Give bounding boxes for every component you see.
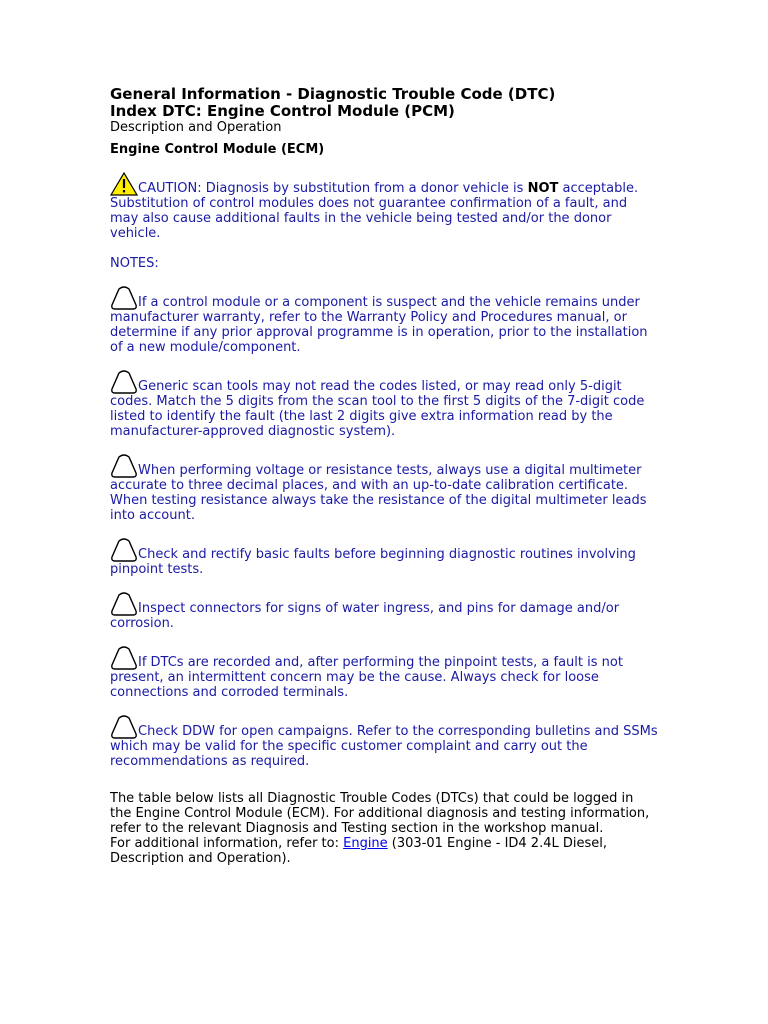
warning-triangle-icon <box>110 172 138 196</box>
note-text: If a control module or a component is suspect and the vehicle remains under manufacturer warranty, refer to the Warranty Policy and Procedures manual, or determine if any prior approval programme is in operation, prior to the installation of a new module/component. <box>110 295 648 355</box>
section-heading: Engine Control Module (ECM) <box>110 142 325 157</box>
note-triangle-icon <box>110 538 138 562</box>
note-text: Inspect connectors for signs of water ingress, and pins for damage and/or corrosion. <box>110 601 620 631</box>
page-title-secondary: Index DTC: Engine Control Module (PCM) <box>110 102 455 120</box>
note-text: If DTCs are recorded and, after performing the pinpoint tests, a fault is not present, an intermittent concern may be the cause. Always check for loose connections and corroded terminals. <box>110 655 623 700</box>
engine-link[interactable]: Engine <box>343 836 388 851</box>
note-triangle-icon <box>110 646 138 670</box>
intro-block <box>110 791 658 866</box>
page-title: General Information - Diagnostic Trouble Code (DTC) <box>110 85 556 103</box>
note-text: Generic scan tools may not read the codes listed, or may read only 5-digit codes. Match the 5 digits from the scan tool to the first 5 digits of the 7-digit code listed to identify the fault (the last 2 digits give extra information read by the manufacturer-approved diagnostic system). <box>110 379 645 439</box>
intro-paragraph: The table below lists all Diagnostic Trouble Codes (DTCs) that could be logged in the Engine Control Module (ECM). For additional diagnosis and testing information, refer to the relevant Diagnosis and Testing section in the workshop manual. <box>110 791 650 836</box>
note-triangle-icon <box>110 592 138 616</box>
document-page <box>110 86 658 866</box>
notes-label: NOTES: <box>110 256 159 271</box>
note-item <box>110 370 658 439</box>
note-triangle-icon <box>110 454 138 478</box>
caution-block <box>110 172 658 241</box>
caution-text-after: acceptable. Substitution of control modules does not guarantee confirmation of a fault, and may also cause additional faults in the vehicle being tested and/or the donor vehicle. <box>110 181 639 241</box>
note-text: Check and rectify basic faults before beginning diagnostic routines involving pinpoint tests. <box>110 547 636 577</box>
note-item <box>110 592 658 631</box>
note-item <box>110 538 658 577</box>
note-triangle-icon <box>110 715 138 739</box>
note-text: When performing voltage or resistance tests, always use a digital multimeter accurate to three decimal places, and with an up-to-date calibration certificate. When testing resistance always take the resistance of the digital multimeter leads into account. <box>110 463 647 523</box>
note-item <box>110 454 658 523</box>
reference-prefix: For additional information, refer to: <box>110 836 344 851</box>
note-item <box>110 646 658 700</box>
caution-emphasis: NOT <box>527 181 559 196</box>
reference-suffix: (303-01 Engine - ID4 2.4L Diesel, Description and Operation). <box>110 836 607 866</box>
note-item <box>110 286 658 355</box>
reference-line <box>110 836 658 866</box>
note-triangle-icon <box>110 286 138 310</box>
note-item <box>110 715 658 769</box>
caution-text-before: CAUTION: Diagnosis by substitution from a donor vehicle is <box>138 181 528 196</box>
note-text: Check DDW for open campaigns. Refer to the corresponding bulletins and SSMs which may be valid for the specific customer complaint and carry out the recommendations as required. <box>110 724 658 769</box>
page-subtitle: Description and Operation <box>110 120 282 135</box>
note-triangle-icon <box>110 370 138 394</box>
